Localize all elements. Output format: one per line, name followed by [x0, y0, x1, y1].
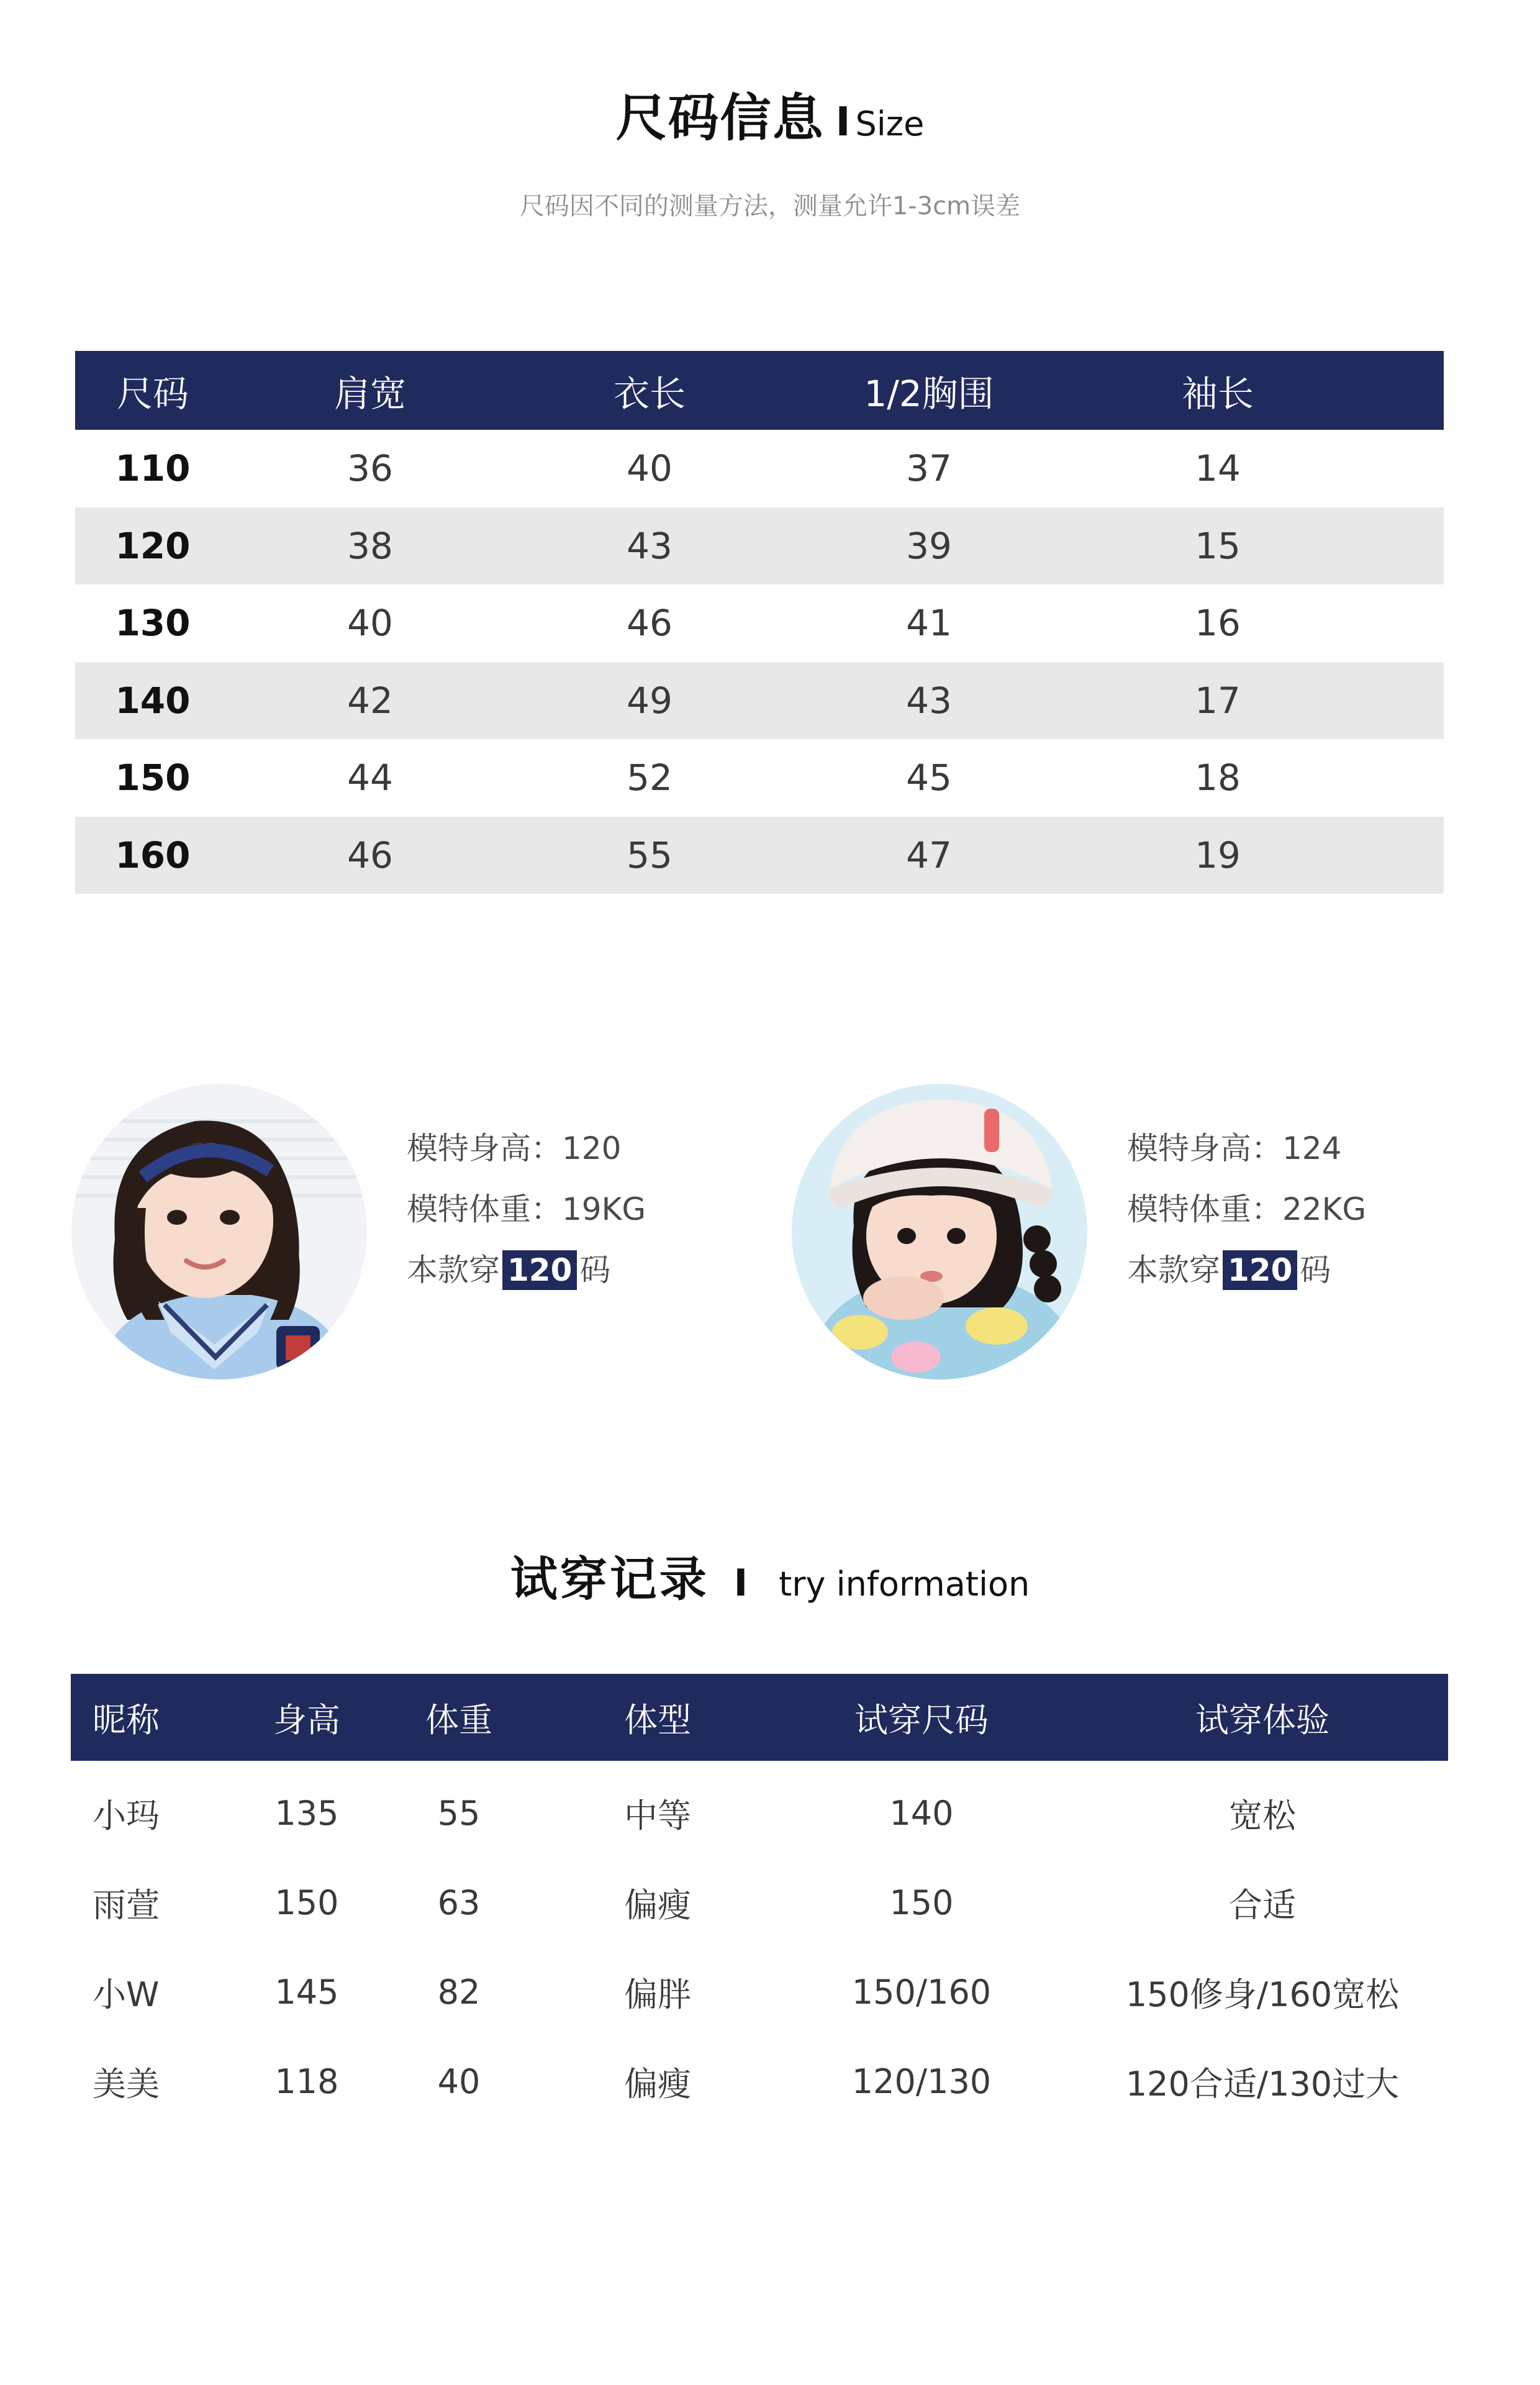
- try-header-cell: 昵称: [93, 1700, 160, 1740]
- size-table-header: [75, 351, 1444, 430]
- size-cell: 140: [115, 679, 191, 722]
- model-photo-girl-hat: [792, 1084, 1087, 1379]
- try-header-cell: 身高: [273, 1700, 340, 1740]
- model-wear-size: [407, 1240, 692, 1301]
- size-cell: 120: [115, 524, 191, 567]
- size-title-en: Size: [855, 104, 925, 143]
- size-cell: 49: [627, 679, 673, 722]
- size-cell: 40: [347, 602, 393, 645]
- model-wear-size: [1127, 1240, 1413, 1301]
- try-cell: 150修身/160宽松: [1125, 1974, 1400, 2014]
- try-header-cell: 试穿体验: [1195, 1700, 1329, 1740]
- try-cell: 150: [274, 1883, 339, 1922]
- try-cell: 雨萱: [93, 1885, 160, 1925]
- size-cell: 45: [906, 756, 952, 799]
- try-cell: 63: [437, 1883, 481, 1922]
- size-title-separator: I: [835, 99, 851, 145]
- try-table-row: [71, 1768, 1448, 1858]
- size-cell: 14: [1195, 447, 1241, 490]
- try-cell: 小W: [93, 1974, 160, 2014]
- try-cell: 中等: [624, 1796, 691, 1835]
- wear-suffix: 码: [579, 1252, 611, 1288]
- size-cell: 43: [627, 524, 673, 567]
- size-cell: 38: [347, 524, 393, 567]
- try-title-en: try information: [779, 1565, 1030, 1604]
- size-cell: 18: [1195, 756, 1241, 799]
- model-info: [407, 1118, 692, 1301]
- try-cell: 40: [437, 2061, 481, 2101]
- try-cell: 偏胖: [624, 1974, 691, 2014]
- size-cell: 55: [627, 834, 673, 876]
- try-cell: 118: [274, 2061, 339, 2101]
- try-title-zh: 试穿记录: [510, 1551, 709, 1607]
- model-height: 模特身高：124: [1127, 1130, 1342, 1166]
- try-cell: 偏瘦: [624, 1885, 691, 1925]
- size-cell: 160: [115, 834, 191, 876]
- size-cell: 41: [906, 602, 952, 645]
- size-header-cell: 肩宽: [333, 372, 406, 415]
- model-weight: 模特体重：22KG: [1127, 1191, 1367, 1227]
- size-cell: 52: [627, 756, 673, 799]
- try-cell: 美美: [93, 2064, 160, 2104]
- try-table: [71, 1674, 1448, 2126]
- try-cell: 偏瘦: [624, 2064, 691, 2104]
- size-header-cell: 1/2胸围: [864, 372, 994, 415]
- size-cell: 110: [115, 447, 191, 490]
- try-table-row: [71, 2037, 1448, 2126]
- size-table-row: [75, 662, 1444, 740]
- try-heading: [0, 1551, 1540, 1607]
- size-table-row: [75, 430, 1444, 507]
- try-cell: 55: [437, 1793, 481, 1833]
- model-photo-girl-headband-illustration: [71, 1084, 367, 1379]
- size-cell: 47: [906, 834, 952, 876]
- size-title-zh: 尺码信息: [615, 89, 825, 148]
- model-weight: 模特体重：19KG: [407, 1191, 646, 1227]
- size-cell: 17: [1195, 679, 1241, 722]
- model-photo-girl-hat-illustration: [792, 1084, 1087, 1379]
- try-table-row: [71, 1947, 1448, 2037]
- size-cell: 150: [115, 756, 191, 799]
- model-photo-girl-headband: [71, 1084, 367, 1379]
- try-title-separator: I: [733, 1561, 748, 1605]
- wear-prefix: 本款穿: [1127, 1252, 1220, 1288]
- model-height: 模特身高：120: [407, 1130, 622, 1166]
- try-header-cell: 试穿尺码: [854, 1700, 989, 1740]
- try-cell: 120/130: [851, 2061, 992, 2101]
- size-cell: 37: [906, 447, 952, 490]
- try-cell: 140: [889, 1793, 954, 1833]
- model-card: [792, 1084, 1413, 1382]
- size-table: [75, 351, 1444, 894]
- try-cell: 150: [889, 1883, 954, 1922]
- try-cell: 135: [274, 1793, 339, 1833]
- try-header-cell: 体型: [624, 1700, 691, 1740]
- size-table-row: [75, 817, 1444, 894]
- size-header-cell: 尺码: [116, 372, 189, 415]
- try-cell: 150/160: [851, 1972, 992, 2012]
- wear-size-badge: 120: [502, 1250, 577, 1290]
- try-cell: 合适: [1229, 1885, 1296, 1925]
- size-cell: 130: [115, 602, 191, 645]
- try-header-cell: 体重: [425, 1700, 492, 1740]
- try-table-row: [71, 1858, 1448, 1947]
- size-cell: 42: [347, 679, 393, 722]
- try-cell: 120合适/130过大: [1125, 2064, 1400, 2104]
- try-cell: 小玛: [93, 1796, 160, 1835]
- size-header-cell: 衣长: [613, 372, 686, 415]
- size-subtitle: 尺码因不同的测量方法，测量允许1-3cm误差: [519, 192, 1021, 220]
- size-cell: 46: [627, 602, 673, 645]
- size-cell: 15: [1195, 524, 1241, 567]
- try-table-header: [71, 1674, 1448, 1761]
- size-table-row: [75, 584, 1444, 662]
- size-cell: 16: [1195, 602, 1241, 645]
- wear-prefix: 本款穿: [407, 1252, 500, 1288]
- size-cell: 43: [906, 679, 952, 722]
- wear-suffix: 码: [1300, 1252, 1331, 1288]
- try-cell: 145: [274, 1972, 339, 2012]
- size-cell: 39: [906, 524, 952, 567]
- size-cell: 40: [627, 447, 673, 490]
- size-cell: 46: [347, 834, 393, 876]
- model-card: [71, 1084, 692, 1382]
- try-cell: 宽松: [1229, 1796, 1296, 1835]
- size-table-row: [75, 507, 1444, 585]
- size-cell: 44: [347, 756, 393, 799]
- size-cell: 36: [347, 447, 393, 490]
- try-cell: 82: [437, 1972, 481, 2012]
- wear-size-badge: 120: [1223, 1250, 1297, 1290]
- model-info: [1127, 1118, 1413, 1301]
- size-header-cell: 袖长: [1181, 372, 1254, 415]
- size-heading: [0, 89, 1540, 148]
- size-table-row: [75, 739, 1444, 817]
- size-cell: 19: [1195, 834, 1241, 876]
